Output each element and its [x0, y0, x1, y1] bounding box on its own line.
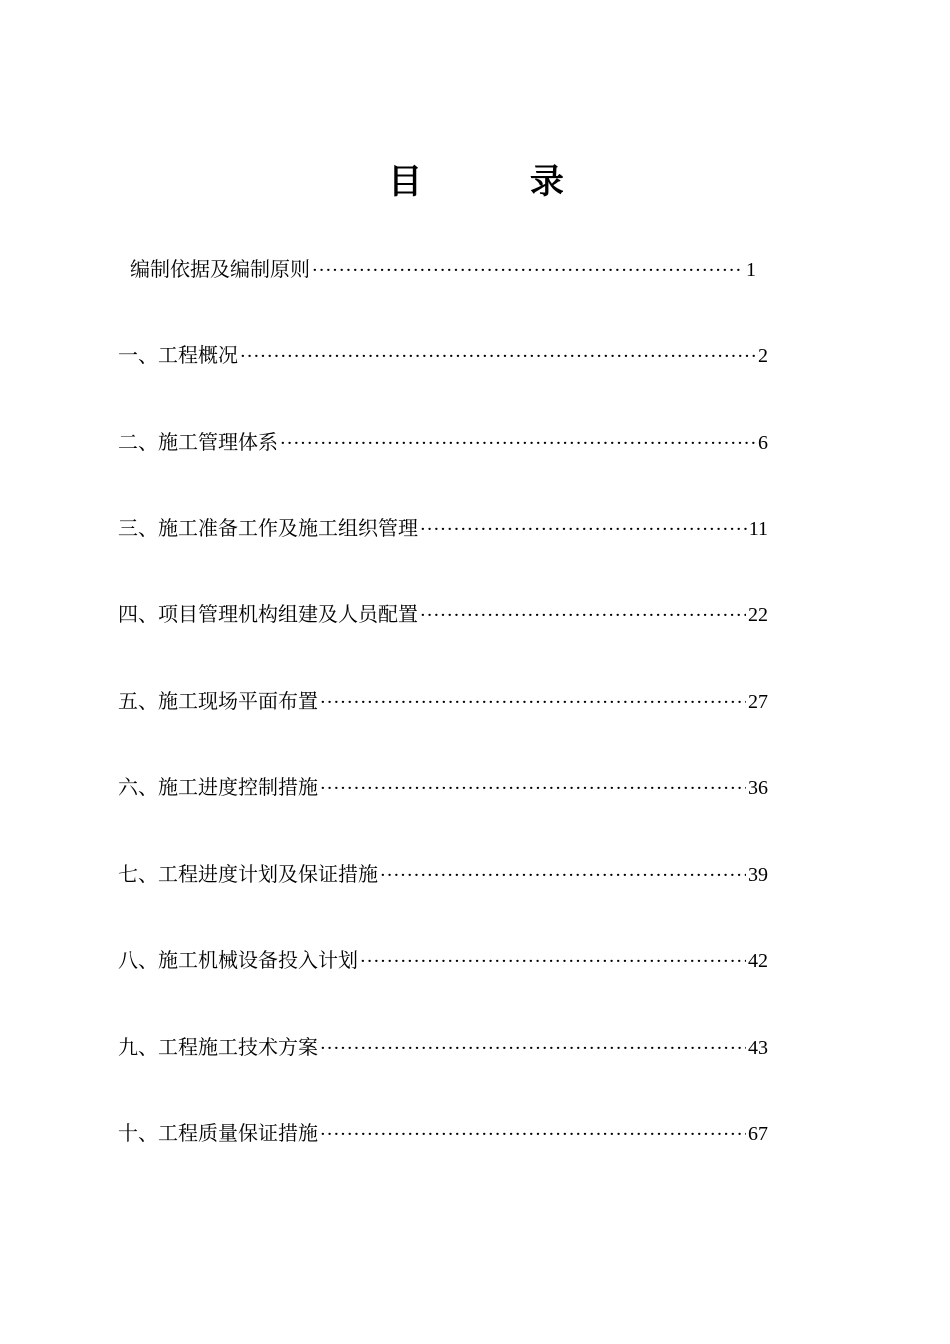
toc-entry-page: 6: [758, 432, 768, 454]
dot-leader: [320, 774, 746, 804]
toc-entry[interactable]: [118, 1032, 768, 1062]
dot-leader: [320, 688, 746, 718]
toc-entry-page: 2: [758, 345, 768, 367]
toc-entry[interactable]: [118, 1118, 768, 1148]
toc-entry-label: 三、施工准备工作及施工组织管理: [118, 516, 418, 540]
toc-title: 目 录: [388, 162, 612, 202]
toc-entry[interactable]: [118, 513, 768, 543]
toc-entry-label: 九、工程施工技术方案: [118, 1035, 318, 1059]
toc-entry-page: 42: [748, 950, 768, 972]
toc-entry-label: 一、工程概况: [118, 343, 238, 367]
toc-entry[interactable]: [118, 686, 768, 716]
toc-entry-label: 八、施工机械设备投入计划: [118, 948, 358, 972]
toc-entry-page: 27: [748, 691, 768, 713]
dot-leader: [280, 429, 756, 459]
toc-entry-page: 67: [748, 1123, 768, 1145]
dot-leader: [420, 601, 746, 631]
toc-entry[interactable]: [118, 427, 768, 457]
dot-leader: [320, 1120, 746, 1150]
toc-entry[interactable]: [118, 340, 768, 370]
dot-leader: [380, 861, 746, 891]
toc-entry-label: 二、施工管理体系: [118, 430, 278, 454]
toc-entry-label: 七、工程进度计划及保证措施: [118, 862, 378, 886]
toc-entry-label: 十、工程质量保证措施: [118, 1121, 318, 1145]
toc-entry-label: 五、施工现场平面布置: [118, 689, 318, 713]
toc-entry[interactable]: [130, 254, 756, 284]
toc-entry-page: 39: [748, 864, 768, 886]
toc-entry[interactable]: [118, 945, 768, 975]
toc-entry-page: 43: [748, 1037, 768, 1059]
toc-entry-page: 36: [748, 777, 768, 799]
dot-leader: [320, 1034, 746, 1064]
toc-entry-page: 1: [746, 259, 756, 281]
dot-leader: [420, 515, 747, 545]
dot-leader: [240, 342, 756, 372]
toc-entry-label: 六、施工进度控制措施: [118, 775, 318, 799]
toc-entry-page: 22: [748, 604, 768, 626]
toc-entry[interactable]: [118, 599, 768, 629]
toc-entry-label: 四、项目管理机构组建及人员配置: [118, 602, 418, 626]
dot-leader: [312, 256, 744, 286]
toc-entry-label: 编制依据及编制原则: [130, 257, 310, 281]
toc-entry-page: 11: [748, 518, 768, 540]
dot-leader: [360, 947, 746, 977]
toc-entry[interactable]: [118, 772, 768, 802]
toc-entry[interactable]: [118, 859, 768, 889]
